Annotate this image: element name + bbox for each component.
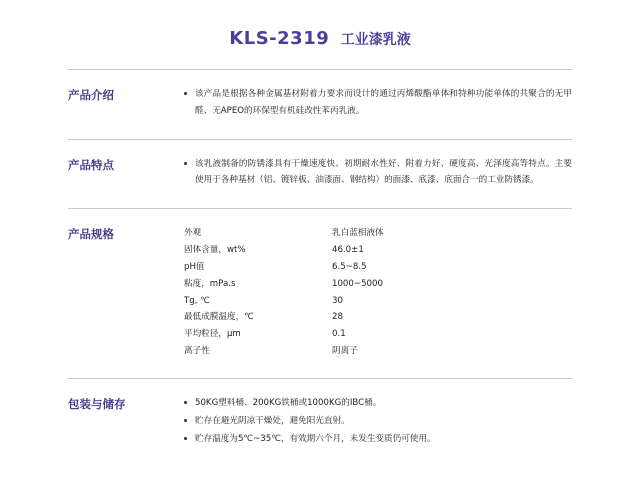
- table-row: [184, 276, 572, 293]
- table-row: [184, 309, 572, 326]
- section-spec-label: 产品规格: [68, 227, 114, 241]
- spec-table: [184, 225, 572, 360]
- spec-value: 28: [332, 312, 343, 323]
- spec-key: 离子性: [184, 346, 210, 357]
- bullet-dot-icon: [184, 437, 187, 440]
- table-row: [184, 326, 572, 343]
- spec-value: 6.5~8.5: [332, 261, 367, 272]
- section-packing-label: 包装与储存: [68, 397, 126, 412]
- section-packing-body: [184, 395, 572, 448]
- spec-key: 外观: [184, 228, 202, 238]
- section-intro-label: 产品介绍: [68, 88, 114, 102]
- spec-key: 最低成膜温度，℃: [184, 312, 254, 323]
- section-packing: [68, 379, 572, 466]
- document-content: [68, 55, 572, 466]
- section-spec-body: [184, 225, 572, 360]
- spec-key: 固体含量，wt%: [184, 244, 246, 255]
- spec-key: pH值: [184, 261, 205, 272]
- bullet-dot-icon: [184, 92, 187, 95]
- section-intro: [68, 70, 572, 139]
- list-item-text: 50KG塑料桶、200KG铁桶或1000KG的IBC桶。: [195, 398, 382, 409]
- list-item-text: 贮存温度为5℃~35℃，有效期六个月，未发生变质仍可使用。: [195, 433, 436, 444]
- table-row: [184, 293, 572, 310]
- section-features: [68, 140, 572, 209]
- product-code: KLS-2319: [229, 28, 330, 49]
- section-spec: [68, 209, 572, 378]
- spec-key: 平均粒径，μm: [184, 329, 241, 340]
- product-name: 工业漆乳液: [340, 31, 411, 48]
- bullet-dot-icon: [184, 419, 187, 422]
- table-row: [184, 242, 572, 259]
- bullet-dot-icon: [184, 401, 187, 404]
- list-item: [184, 395, 572, 412]
- section-features-label: 产品特点: [68, 157, 114, 172]
- list-item: [184, 431, 572, 448]
- product-title: [0, 0, 640, 55]
- bullet-dot-icon: [184, 162, 187, 165]
- table-row: [184, 259, 572, 276]
- list-item: [184, 86, 572, 120]
- spec-key: Tg, ℃: [184, 295, 210, 306]
- spec-value: 0.1: [332, 329, 346, 340]
- section-intro-body: [184, 86, 572, 121]
- list-item: [184, 156, 572, 190]
- spec-value: 1000~5000: [332, 278, 383, 289]
- list-item-text: 该乳液制备的防锈漆具有干燥速度快、初期耐水性好、附着力好、硬度高、光泽度高等特点。主要使用于各种基材（铝、镀锌板、油漆面、钢结构）的面漆、底漆、底面合一的工业防锈漆。: [195, 158, 572, 186]
- list-item: [184, 413, 572, 430]
- list-item-text: 贮存在避光阴凉干燥处，避免阳光直射。: [195, 415, 350, 426]
- spec-value: 乳白蓝相液体: [332, 228, 384, 238]
- list-item-text: 该产品是根据各种金属基材附着力要求而设计的通过丙烯酸酯单体和特种功能单体的共聚合的无甲醛、无APEO的环保型有机硅改性苯丙乳液。: [195, 89, 572, 116]
- spec-value: 46.0±1: [332, 244, 364, 255]
- spec-value: 阴离子: [332, 346, 358, 357]
- section-features-body: [184, 156, 572, 191]
- table-row: [184, 225, 572, 242]
- spec-value: 30: [332, 295, 343, 306]
- spec-key: 粘度，mPa.s: [184, 278, 236, 289]
- table-row: [184, 343, 572, 360]
